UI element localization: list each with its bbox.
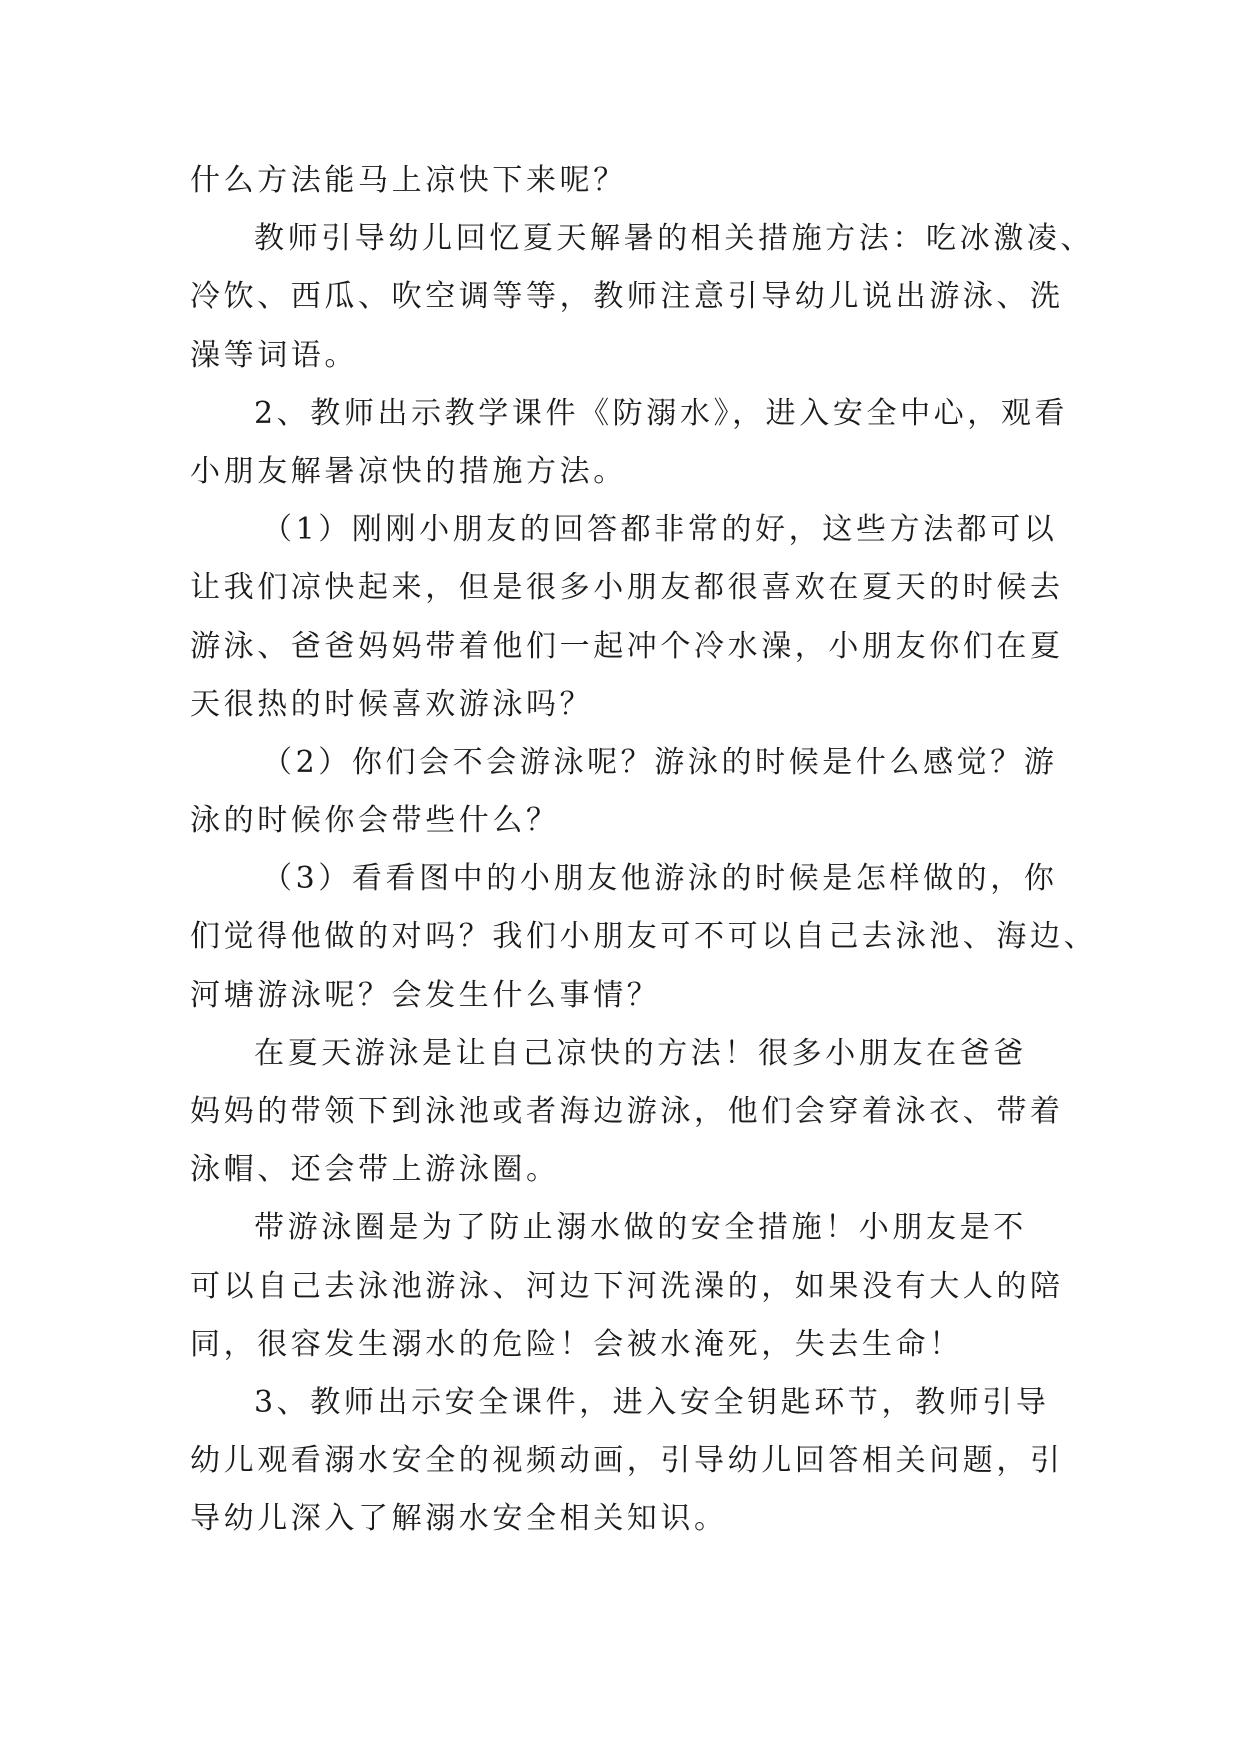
text-line: 们觉得他做的对吗？我们小朋友可不可以自己去泳池、海边、 — [190, 919, 1098, 955]
text-line: 泳帽、还会带上游泳圈。 — [190, 1152, 560, 1188]
text-line: 可以自己去泳池游泳、河边下河洗澡的，如果没有大人的陪 — [190, 1268, 1064, 1304]
text-line: 河塘游泳呢？会发生什么事情？ — [190, 977, 661, 1013]
document-body — [190, 152, 1098, 1549]
text-line: 3、教师出示安全课件，进入安全钥匙环节，教师引导 — [254, 1384, 1050, 1420]
text-line: 澡等词语。 — [190, 337, 358, 373]
text-line: 让我们凉快起来，但是很多小朋友都很喜欢在夏天的时候去 — [190, 570, 1064, 606]
text-line: 天很热的时候喜欢游泳吗？ — [190, 686, 594, 722]
text-line: （2）你们会不会游泳呢？游泳的时候是什么感觉？游 — [262, 744, 1058, 780]
text-line: 带游泳圈是为了防止溺水做的安全措施！小朋友是不 — [254, 1210, 1027, 1246]
text-line: 2、教师出示教学课件《防溺水》，进入安全中心，观看 — [254, 395, 1069, 431]
text-line: （1）刚刚小朋友的回答都非常的好，这些方法都可以 — [262, 512, 1058, 548]
text-line: 妈妈的带领下到泳池或者海边游泳，他们会穿着泳衣、带着 — [190, 1094, 1064, 1129]
text-line: 教师引导幼儿回忆夏天解暑的相关措施方法：吃冰激凌、 — [254, 221, 1094, 257]
text-line: （3）看看图中的小朋友他游泳的时候是怎样做的，你 — [262, 861, 1058, 897]
text-line: 同，很容发生溺水的危险！会被水淹死，失去生命！ — [190, 1326, 963, 1362]
text-line: 泳的时候你会带些什么？ — [190, 803, 560, 839]
text-line: 什么方法能马上凉快下来呢？ — [190, 163, 627, 198]
text-line: 游泳、爸爸妈妈带着他们一起冲个冷水澡，小朋友你们在夏 — [190, 628, 1064, 664]
text-line: 小朋友解暑凉快的措施方法。 — [190, 453, 627, 489]
text-line: 幼儿观看溺水安全的视频动画，引导幼儿回答相关问题，引 — [190, 1443, 1064, 1479]
text-line: 在夏天游泳是让自己凉快的方法！很多小朋友在爸爸 — [254, 1035, 1027, 1071]
text-line: 冷饮、西瓜、吹空调等等，教师注意引导幼儿说出游泳、洗 — [190, 279, 1064, 315]
text-line: 导幼儿深入了解溺水安全相关知识。 — [190, 1501, 728, 1537]
